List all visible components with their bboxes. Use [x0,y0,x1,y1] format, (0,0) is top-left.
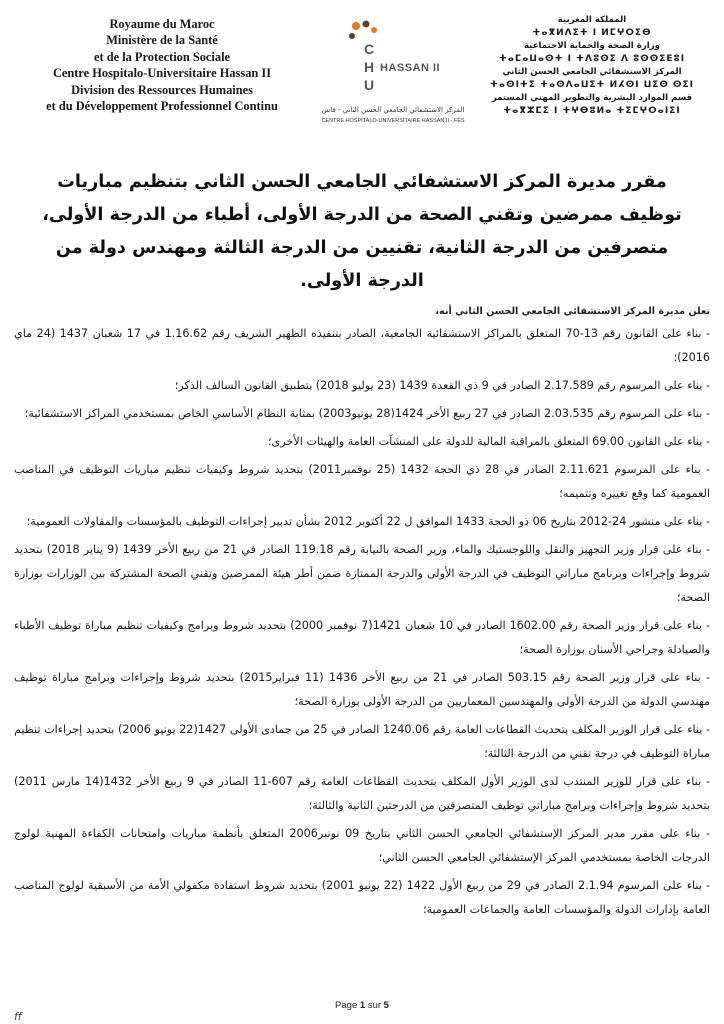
page-total: 5 [383,1000,389,1011]
logo-petal [371,27,377,33]
fr-line: Centre Hospitalo-Universitaire Hassan II [52,66,272,81]
ar-line: قسم الموارد البشرية والتطوير المهني المستمر [491,93,693,103]
tifinagh-line: ⵜⴰⴳⵣⵎⵉ ⵏ ⵜⵖⴱⵓⵍⴰ ⵜⵉⵎⵖⵔⴰⵏⵉⵏ [503,106,681,116]
legal-basis-item: - بناء على قرار الوزير المكلف بتحديث القطاعات العامة رقم 1240.06 الصادر في 25 من جمادى الأولى 1427(22 يونيو 2006) بتحديد إجراءات تنظيم مباراة التوظيف في درجة تقني من الدرجة الثالثة؛ [14,723,710,760]
page-number: 1 [359,1000,366,1011]
logo-petal [349,33,355,39]
legal-basis-item: - بناء على المرسوم 2.1.94 الصادر في 29 من ربيع الأول 1422 (22 يونيو 2001) بتحديد شروط استفادة مكفولي الأمة من الأسبقية لولوج المناصب العامة بإدارات الدولة والمؤسسات العامة والجماعات العمومية؛ [14,879,710,916]
logo-name: HASSAN II [380,62,441,74]
logo-mark-icon [344,18,384,98]
page-label: Page [335,1000,358,1011]
legal-basis-item: - بناء على القانون 69.00 المتعلق بالمراقبة المالية للدولة على المنشآت العامة والهيئات الأخرى؛ [268,435,710,448]
letterhead-arabic [476,14,708,118]
document-title: مقرر مديرة المركز الاستشفائي الجامعي الحسن الثاني بتنظيم مباريات توظيف ممرضين وتقني الصحة من الدرجة الأولى، أطباء من الدرجة الأولى، متصرفين من الدرجة الثانية، تقنيين من الدرجة الثالثة ومهندس دولة من الدرجة الأولى. [42,172,682,291]
legal-basis-item: - بناء على منشور 24-2012 بتاريخ 06 ذو الحجة 1433 الموافق ل 22 أكتوبر 2012 بشأن تدبير إجراءات التوظيف بالمؤسسات والمقاولات العمومية؛ [26,515,710,528]
fr-line: Royaume du Maroc [109,17,215,31]
legal-basis-item: - بناء على المرسوم رقم 2.17.589 الصادر في 9 ذي القعدة 1439 (23 يوليو 2018) بتطبيق القانون السالف الذكر؛ [174,379,710,392]
legal-basis-item: - بناء على قرار وزير التجهيز والنقل واللوجستيك والماء، وزير الصحة بالنيابة رقم 119.18 الصادر في 21 من ربيع الأخر 1439 (9 يناير 2018) بتحديد شروط وإجراءات وبرنامج مباراتي التوظيف في الدرجة الأولى والدرجة الممتازة ضمن أطر هيئة الممرضين وتقني الصحة المشتركة بين الوزارات بوزارة الصحة؛ [14,543,710,604]
tifinagh-line: ⵜⴰⴳⵍⴷⵉⵜ ⵏ ⵍⵎⵖⵔⵉⴱ [532,28,652,38]
logo-letter: H [364,59,375,75]
logo-letter: U [364,77,375,93]
ar-line: المملكة المغربية [557,15,627,25]
letterhead-french [12,16,312,114]
ar-line: المركز الاستشفائي الجامعي الحسن الثاني [502,67,682,77]
ar-line: وزارة الصحة والحماية الاجتماعية [523,41,661,51]
fr-line: et de la Protection Sociale [93,49,231,64]
chu-logo [318,18,468,128]
page-footer [0,1000,724,1011]
legal-basis-item: - بناء على قرار للوزير المنتدب لدى الوزير الأول المكلف بتحديث القطاعات العامة رقم 607-11 الصادر في 9 ربيع الأخر 1432(14 مارس 2011) بتحديد شروط وإجراءات وبرامج مباراتي توظيف المتصرفين من الدرجتين الثانية والثالثة؛ [14,775,710,812]
legal-basis-item: - بناء على المرسوم 2.11.621 الصادر في 28 ذي الحجة 1432 (25 نوفمبر2011) بتحديد شروط وكيفيات تنظيم مباريات التوظيف في المناصب العمومية كما وقع تغييره وتتميمه؛ [14,463,710,500]
intro-line: تعلن مديرة المركز الاستشفائي الجامعي الحسن الثاني أنه، [435,306,710,317]
fr-line: Division des Ressources Humaines [71,82,253,97]
legal-basis-item: - بناء على قرار وزير الصحة رقم 503.15 الصادر في 21 من ربيع الأخر 1436 (11 فبراير2015) بتحديد شروط وإجراءات وبرامج مباراة توظيف مهندسي الدولة من الدرجة الأولى والمهندسين المعماريين من الدرجة الأولى بوزارة الصحة؛ [14,671,710,708]
fr-line: Ministère de la Santé [106,33,218,48]
logo-petal [363,21,370,28]
logo-arabic: المركز الاستشفائي الجامعي الحسن الثاني - فاس [321,106,465,114]
legal-basis-item: - بناء على مقرر مدير المركز الإستشفائي الجامعي الحسن الثاني بتاريخ 09 نونبر2006 المتعلق بأنظمة مباريات وامتحانات الكفاءة المهنية لولوج الدرجات الخاصة بمستخدمي المركز الإستشفائي الجامعي الحسن الثاني؛ [14,827,710,864]
legal-basis-list [14,322,710,926]
logo-letter: C [364,41,375,57]
tifinagh-line: ⵜⴰⵙⵏⵜⵉ ⵜⴰⵙⴷⴰⵡⵉⵜ ⵍⵃⵙⵏ ⵡⵉⵙ ⵙⵉⵏ [490,80,694,90]
tifinagh-line: ⵜⴰⵎⴰⵡⴰⵙⵜ ⵏ ⵜⴷⵓⵙⵉ ⴷ ⵓⵙⵙⵉⴹⵓⵏ [498,54,686,64]
legal-basis-item: - بناء على المرسوم رقم 2.03.535 الصادر في 27 ربيع الأخر 1424(28 يونيو2003) بمثابة النظام الأساسي الخاص بمستخدمي المراكز الاستشفائية؛ [24,407,710,420]
logo-petal [352,22,360,30]
handwritten-mark: ff [14,1010,22,1023]
page-sep: sur [367,1000,382,1011]
legal-basis-item: - بناء على قرار وزير الصحة رقم 1602.00 الصادر في 10 شعبان 1421(7 نوفمبر 2000) بتحديد شروط وبرامج وكيفيات تنظيم مباراة توظيف الأطباء والصيادلة وجراحي الأسنان بوزارة الصحة؛ [14,619,710,656]
fr-line: et du Développement Professionnel Continu [46,99,278,114]
logo-english: CENTRE HOSPITALO-UNIVERSITAIRE HASSAN II - FÈS [321,118,465,124]
legal-basis-item: - بناء على القانون رقم 13-70 المتعلق بالمراكز الاستشفائية الجامعية، الصادر بتنفيذه الظهير الشريف رقم 1.16.62 في 17 شعبان 1437 (24 ماي 2016)؛ [14,327,711,364]
letterhead [0,0,724,150]
